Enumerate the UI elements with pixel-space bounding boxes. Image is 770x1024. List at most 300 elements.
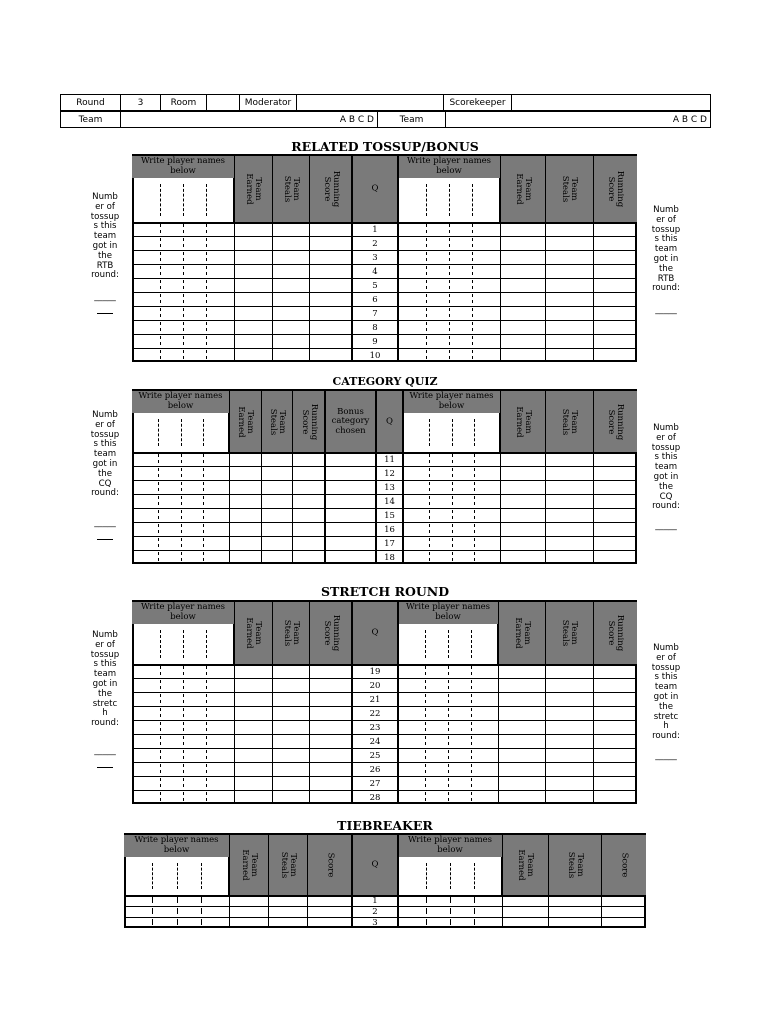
score-entry-cell[interactable] bbox=[235, 777, 271, 789]
score-entry-cell[interactable] bbox=[310, 791, 351, 803]
score-entry-cell[interactable] bbox=[269, 918, 306, 927]
score-entry-cell[interactable] bbox=[404, 481, 499, 493]
score-entry-cell[interactable] bbox=[230, 896, 267, 905]
score-entry-cell[interactable] bbox=[293, 467, 324, 479]
score-entry-cell[interactable] bbox=[501, 349, 544, 361]
score-entry-cell[interactable] bbox=[310, 665, 351, 677]
score-entry-cell[interactable] bbox=[133, 735, 233, 747]
score-entry-cell[interactable] bbox=[549, 918, 600, 927]
score-entry-cell[interactable] bbox=[499, 763, 544, 775]
score-entry-cell[interactable] bbox=[133, 223, 233, 235]
score-entry-cell[interactable] bbox=[310, 321, 351, 333]
score-entry-cell[interactable] bbox=[399, 749, 497, 761]
score-entry-cell[interactable] bbox=[399, 918, 501, 927]
score-entry-cell[interactable] bbox=[310, 265, 351, 277]
write-names-header bbox=[403, 391, 500, 413]
score-entry-cell[interactable] bbox=[262, 509, 291, 521]
score-entry-cell[interactable] bbox=[230, 537, 260, 549]
score-entry-cell[interactable] bbox=[399, 293, 499, 305]
score-entry-cell[interactable] bbox=[501, 307, 544, 319]
score-entry-cell[interactable] bbox=[133, 693, 233, 705]
score-entry-cell[interactable] bbox=[546, 679, 592, 691]
score-entry-cell[interactable] bbox=[273, 349, 308, 361]
score-entry-cell[interactable] bbox=[273, 777, 308, 789]
score-entry-cell[interactable] bbox=[133, 721, 233, 733]
score-entry-cell[interactable] bbox=[273, 791, 308, 803]
score-entry-cell[interactable] bbox=[546, 523, 592, 535]
score-entry-cell[interactable] bbox=[235, 251, 271, 263]
score-entry-cell[interactable] bbox=[549, 896, 600, 905]
score-entry-cell[interactable] bbox=[133, 495, 228, 507]
score-entry-cell[interactable] bbox=[133, 537, 228, 549]
score-entry-cell[interactable] bbox=[235, 665, 271, 677]
score-entry-cell[interactable] bbox=[501, 335, 544, 347]
score-entry-cell[interactable] bbox=[546, 707, 592, 719]
score-entry-cell[interactable] bbox=[602, 907, 645, 916]
player-names-field[interactable] bbox=[398, 857, 502, 895]
score-entry-cell[interactable] bbox=[546, 495, 592, 507]
score-entry-cell[interactable] bbox=[269, 907, 306, 916]
score-entry-cell[interactable] bbox=[594, 321, 636, 333]
score-entry-cell[interactable] bbox=[293, 523, 324, 535]
score-entry-cell[interactable] bbox=[273, 735, 308, 747]
blank-line-2[interactable] bbox=[97, 531, 113, 540]
blank-line[interactable]: _____ bbox=[94, 518, 116, 529]
score-entry-cell[interactable] bbox=[269, 896, 306, 905]
score-entry-cell[interactable] bbox=[404, 551, 499, 563]
score-entry-cell[interactable] bbox=[501, 251, 544, 263]
score-entry-cell[interactable] bbox=[546, 763, 592, 775]
score-entry-cell[interactable] bbox=[503, 907, 547, 916]
question-number: 19 bbox=[369, 667, 381, 677]
scorekeeper-field[interactable] bbox=[512, 95, 711, 111]
score-entry-cell[interactable] bbox=[501, 509, 544, 521]
side-note-text: Numb er of tossup s this team got in the stretc h round: bbox=[90, 630, 120, 729]
score-entry-cell[interactable] bbox=[546, 453, 592, 465]
score-entry-cell[interactable] bbox=[262, 537, 291, 549]
round-label: Round bbox=[61, 95, 121, 111]
score-entry-cell[interactable] bbox=[230, 907, 267, 916]
score-entry-cell[interactable] bbox=[594, 509, 636, 521]
score-entry-cell[interactable] bbox=[133, 749, 233, 761]
score-entry-cell[interactable] bbox=[308, 907, 351, 916]
team-steals-cell bbox=[261, 391, 292, 452]
score-entry-cell[interactable] bbox=[235, 321, 271, 333]
score-entry-cell[interactable] bbox=[501, 223, 544, 235]
score-entry-cell[interactable] bbox=[235, 749, 271, 761]
running-score-cell bbox=[309, 156, 352, 222]
score-entry-cell[interactable] bbox=[273, 293, 308, 305]
score-entry-cell[interactable] bbox=[404, 495, 499, 507]
score-entry-cell[interactable] bbox=[546, 537, 592, 549]
score-entry-cell[interactable] bbox=[293, 495, 324, 507]
score-entry-cell[interactable] bbox=[235, 223, 271, 235]
score-entry-cell[interactable] bbox=[262, 467, 291, 479]
score-entry-cell[interactable] bbox=[594, 481, 636, 493]
score-entry-cell[interactable] bbox=[594, 349, 636, 361]
score-entry-cell[interactable] bbox=[594, 237, 636, 249]
blank-line[interactable]: _____ bbox=[655, 521, 677, 532]
score-entry-cell[interactable] bbox=[235, 307, 271, 319]
score-entry-cell[interactable] bbox=[399, 665, 497, 677]
score-entry-cell[interactable] bbox=[326, 481, 375, 493]
score-entry-cell[interactable] bbox=[501, 481, 544, 493]
score-entry-cell[interactable] bbox=[125, 918, 228, 927]
score-entry-cell[interactable] bbox=[399, 721, 497, 733]
score-entry-cell[interactable] bbox=[546, 251, 592, 263]
score-entry-cell[interactable] bbox=[133, 293, 233, 305]
score-entry-cell[interactable] bbox=[310, 293, 351, 305]
score-entry-cell[interactable] bbox=[546, 265, 592, 277]
score-entry-cell[interactable] bbox=[499, 707, 544, 719]
score-entry-cell[interactable] bbox=[133, 509, 228, 521]
team-field-left[interactable] bbox=[121, 112, 378, 128]
moderator-field[interactable] bbox=[297, 95, 444, 111]
score-entry-cell[interactable] bbox=[293, 537, 324, 549]
score-entry-cell[interactable] bbox=[235, 679, 271, 691]
score-entry-cell[interactable] bbox=[546, 735, 592, 747]
score-entry-cell[interactable] bbox=[125, 907, 228, 916]
side-note-text: Numb er of tossup s this team got in the CQ round: bbox=[90, 410, 120, 499]
score-entry-cell[interactable] bbox=[133, 279, 233, 291]
score-entry-cell[interactable] bbox=[133, 349, 233, 361]
score-entry-cell[interactable] bbox=[546, 279, 592, 291]
score-entry-cell[interactable] bbox=[546, 665, 592, 677]
score-entry-cell[interactable] bbox=[326, 523, 375, 535]
score-entry-cell[interactable] bbox=[594, 791, 636, 803]
score-entry-cell[interactable] bbox=[326, 537, 375, 549]
score-entry-cell[interactable] bbox=[594, 335, 636, 347]
score-entry-cell[interactable] bbox=[399, 763, 497, 775]
score-entry-cell[interactable] bbox=[273, 693, 308, 705]
score-entry-cell[interactable] bbox=[546, 777, 592, 789]
score-entry-cell[interactable] bbox=[262, 551, 291, 563]
grid-rtb bbox=[132, 154, 637, 362]
blank-line[interactable]: _____ bbox=[655, 750, 677, 761]
score-entry-cell[interactable] bbox=[546, 321, 592, 333]
score-entry-cell[interactable] bbox=[133, 467, 228, 479]
name-divider bbox=[429, 419, 430, 446]
score-entry-cell[interactable] bbox=[133, 665, 233, 677]
score-entry-cell[interactable] bbox=[594, 453, 636, 465]
score-entry-cell[interactable] bbox=[133, 679, 233, 691]
score-entry-cell[interactable] bbox=[399, 279, 499, 291]
score-entry-cell[interactable] bbox=[133, 791, 233, 803]
score-entry-cell[interactable] bbox=[594, 307, 636, 319]
score-entry-cell[interactable] bbox=[235, 237, 271, 249]
score-entry-cell[interactable] bbox=[273, 721, 308, 733]
score-entry-cell[interactable] bbox=[499, 665, 544, 677]
score-entry-cell[interactable] bbox=[133, 551, 228, 563]
score-entry-cell[interactable] bbox=[499, 777, 544, 789]
score-entry-cell[interactable] bbox=[262, 523, 291, 535]
score-entry-cell[interactable] bbox=[501, 537, 544, 549]
write-names-header bbox=[124, 835, 229, 857]
score-entry-cell[interactable] bbox=[310, 679, 351, 691]
score-entry-cell[interactable] bbox=[546, 335, 592, 347]
score-entry-cell[interactable] bbox=[273, 265, 308, 277]
score-entry-cell[interactable] bbox=[501, 321, 544, 333]
score-entry-cell[interactable] bbox=[310, 707, 351, 719]
score-entry-cell[interactable] bbox=[235, 293, 271, 305]
score-entry-cell[interactable] bbox=[230, 523, 260, 535]
score-entry-cell[interactable] bbox=[273, 665, 308, 677]
score-entry-cell[interactable] bbox=[546, 693, 592, 705]
score-entry-cell[interactable] bbox=[310, 735, 351, 747]
score-entry-cell[interactable] bbox=[501, 453, 544, 465]
score-entry-cell[interactable] bbox=[273, 251, 308, 263]
score-entry-cell[interactable] bbox=[310, 307, 351, 319]
score-entry-cell[interactable] bbox=[273, 335, 308, 347]
score-entry-cell[interactable] bbox=[501, 265, 544, 277]
score-entry-cell[interactable] bbox=[308, 918, 351, 927]
score-entry-cell[interactable] bbox=[501, 237, 544, 249]
score-entry-cell[interactable] bbox=[326, 495, 375, 507]
team-field-right[interactable] bbox=[446, 112, 711, 128]
score-entry-cell[interactable] bbox=[594, 467, 636, 479]
score-entry-cell[interactable] bbox=[273, 223, 308, 235]
blank-line-2[interactable] bbox=[97, 759, 113, 768]
score-entry-cell[interactable] bbox=[546, 749, 592, 761]
score-entry-cell[interactable] bbox=[594, 523, 636, 535]
score-entry-cell[interactable] bbox=[594, 721, 636, 733]
score-entry-cell[interactable] bbox=[594, 763, 636, 775]
score-entry-cell[interactable] bbox=[235, 335, 271, 347]
side-note-rtb-right bbox=[649, 206, 683, 316]
score-entry-cell[interactable] bbox=[399, 335, 499, 347]
score-entry-cell[interactable] bbox=[594, 223, 636, 235]
score-entry-cell[interactable] bbox=[546, 293, 592, 305]
score-entry-cell[interactable] bbox=[326, 551, 375, 563]
score-entry-cell[interactable] bbox=[133, 453, 228, 465]
score-entry-cell[interactable] bbox=[235, 279, 271, 291]
moderator-label: Moderator bbox=[240, 95, 297, 111]
score-entry-cell[interactable] bbox=[499, 791, 544, 803]
score-entry-cell[interactable] bbox=[273, 679, 308, 691]
score-entry-cell[interactable] bbox=[133, 307, 233, 319]
score-entry-cell[interactable] bbox=[404, 523, 499, 535]
score-entry-cell[interactable] bbox=[399, 321, 499, 333]
score-entry-cell[interactable] bbox=[133, 237, 233, 249]
score-entry-cell[interactable] bbox=[594, 707, 636, 719]
score-entry-cell[interactable] bbox=[262, 495, 291, 507]
score-entry-cell[interactable] bbox=[310, 349, 351, 361]
name-divider bbox=[449, 184, 450, 216]
blank-line-2[interactable] bbox=[97, 305, 113, 314]
score-entry-cell[interactable] bbox=[594, 265, 636, 277]
score-entry-cell[interactable] bbox=[273, 279, 308, 291]
score-entry-cell[interactable] bbox=[273, 749, 308, 761]
name-divider bbox=[160, 630, 161, 658]
score-entry-cell[interactable] bbox=[594, 537, 636, 549]
score-entry-cell[interactable] bbox=[399, 896, 501, 905]
side-note-text: Numb er of tossup s this team got in the CQ round: bbox=[651, 423, 681, 512]
score-entry-cell[interactable] bbox=[235, 349, 271, 361]
score-entry-cell[interactable] bbox=[310, 721, 351, 733]
score-entry-cell[interactable] bbox=[133, 763, 233, 775]
score-entry-cell[interactable] bbox=[404, 509, 499, 521]
score-entry-cell[interactable] bbox=[293, 551, 324, 563]
score-entry-cell[interactable] bbox=[273, 707, 308, 719]
score-entry-cell[interactable] bbox=[501, 523, 544, 535]
score-entry-cell[interactable] bbox=[594, 693, 636, 705]
score-entry-cell[interactable] bbox=[404, 467, 499, 479]
score-entry-cell[interactable] bbox=[399, 307, 499, 319]
score-entry-cell[interactable] bbox=[399, 237, 499, 249]
write-names-header bbox=[132, 602, 234, 624]
score-entry-cell[interactable] bbox=[293, 509, 324, 521]
score-entry-cell[interactable] bbox=[399, 679, 497, 691]
side-note-stretch-left bbox=[88, 631, 122, 768]
room-field[interactable] bbox=[207, 95, 240, 111]
score-entry-cell[interactable] bbox=[546, 349, 592, 361]
running-score-cell bbox=[593, 156, 637, 222]
score-entry-cell[interactable] bbox=[310, 251, 351, 263]
score-entry-cell[interactable] bbox=[230, 481, 260, 493]
score-entry-cell[interactable] bbox=[273, 237, 308, 249]
score-entry-cell[interactable] bbox=[310, 763, 351, 775]
score-entry-cell[interactable] bbox=[326, 509, 375, 521]
score-entry-cell[interactable] bbox=[594, 777, 636, 789]
side-note-text: Numb er of tossup s this team got in the RTB round: bbox=[90, 192, 120, 281]
score-entry-cell[interactable] bbox=[594, 495, 636, 507]
team-steals-cell bbox=[548, 835, 601, 895]
score-entry-cell[interactable] bbox=[310, 223, 351, 235]
score-entry-cell[interactable] bbox=[549, 907, 600, 916]
score-entry-cell[interactable] bbox=[399, 791, 497, 803]
score-entry-cell[interactable] bbox=[503, 918, 547, 927]
score-entry-cell[interactable] bbox=[546, 481, 592, 493]
score-entry-cell[interactable] bbox=[399, 349, 499, 361]
score-entry-cell[interactable] bbox=[594, 749, 636, 761]
score-entry-cell[interactable] bbox=[404, 537, 499, 549]
score-entry-cell[interactable] bbox=[262, 453, 291, 465]
player-names-field[interactable] bbox=[398, 624, 498, 664]
score-entry-cell[interactable] bbox=[133, 335, 233, 347]
score-entry-cell[interactable] bbox=[293, 453, 324, 465]
score-entry-cell[interactable] bbox=[501, 551, 544, 563]
score-entry-cell[interactable] bbox=[133, 321, 233, 333]
score-entry-cell[interactable] bbox=[125, 896, 228, 905]
score-entry-cell[interactable] bbox=[399, 707, 497, 719]
score-entry-cell[interactable] bbox=[399, 907, 501, 916]
score-entry-cell[interactable] bbox=[594, 679, 636, 691]
score-entry-cell[interactable] bbox=[310, 749, 351, 761]
player-names-field[interactable] bbox=[132, 624, 234, 664]
title-stretch: STRETCH ROUND bbox=[320, 584, 450, 599]
grid-tiebreaker bbox=[124, 833, 646, 928]
score-entry-cell[interactable] bbox=[230, 551, 260, 563]
score-entry-cell[interactable] bbox=[326, 467, 375, 479]
score-entry-cell[interactable] bbox=[133, 707, 233, 719]
score-entry-cell[interactable] bbox=[273, 307, 308, 319]
score-entry-cell[interactable] bbox=[399, 265, 499, 277]
score-entry-cell[interactable] bbox=[404, 453, 499, 465]
score-entry-cell[interactable] bbox=[399, 251, 499, 263]
score-entry-cell[interactable] bbox=[602, 896, 645, 905]
blank-line[interactable]: _____ bbox=[94, 292, 116, 303]
score-entry-cell[interactable] bbox=[546, 551, 592, 563]
player-names-field[interactable] bbox=[403, 413, 500, 452]
score-entry-cell[interactable] bbox=[235, 735, 271, 747]
score-entry-cell[interactable] bbox=[594, 551, 636, 563]
score-entry-cell[interactable] bbox=[501, 279, 544, 291]
score-entry-cell[interactable] bbox=[503, 896, 547, 905]
score-entry-cell[interactable] bbox=[399, 693, 497, 705]
score-entry-cell[interactable] bbox=[310, 237, 351, 249]
score-entry-cell[interactable] bbox=[235, 791, 271, 803]
score-entry-cell[interactable] bbox=[594, 279, 636, 291]
score-entry-cell[interactable] bbox=[499, 693, 544, 705]
score-entry-cell[interactable] bbox=[546, 307, 592, 319]
score-entry-cell[interactable] bbox=[594, 293, 636, 305]
blank-line[interactable]: _____ bbox=[94, 745, 116, 756]
score-entry-cell[interactable] bbox=[399, 777, 497, 789]
score-entry-cell[interactable] bbox=[499, 721, 544, 733]
score-entry-cell[interactable] bbox=[310, 335, 351, 347]
score-entry-cell[interactable] bbox=[594, 665, 636, 677]
score-entry-cell[interactable] bbox=[501, 495, 544, 507]
score-entry-cell[interactable] bbox=[546, 509, 592, 521]
score-entry-cell[interactable] bbox=[230, 918, 267, 927]
score-entry-cell[interactable] bbox=[308, 896, 351, 905]
score-entry-cell[interactable] bbox=[501, 467, 544, 479]
score-entry-cell[interactable] bbox=[133, 481, 228, 493]
score-entry-cell[interactable] bbox=[546, 791, 592, 803]
player-names-field[interactable] bbox=[398, 178, 500, 222]
player-names-field[interactable] bbox=[132, 178, 234, 222]
score-entry-cell[interactable] bbox=[310, 777, 351, 789]
score-entry-cell[interactable] bbox=[235, 721, 271, 733]
score-entry-cell[interactable] bbox=[499, 749, 544, 761]
score-entry-cell[interactable] bbox=[399, 223, 499, 235]
score-entry-cell[interactable] bbox=[235, 763, 271, 775]
score-entry-cell[interactable] bbox=[310, 693, 351, 705]
score-entry-cell[interactable] bbox=[230, 467, 260, 479]
score-entry-cell[interactable] bbox=[133, 523, 228, 535]
score-entry-cell[interactable] bbox=[546, 237, 592, 249]
player-names-field[interactable] bbox=[124, 857, 229, 895]
score-entry-cell[interactable] bbox=[602, 918, 645, 927]
score-entry-cell[interactable] bbox=[133, 251, 233, 263]
score-entry-cell[interactable] bbox=[273, 763, 308, 775]
score-entry-cell[interactable] bbox=[501, 293, 544, 305]
score-entry-cell[interactable] bbox=[399, 735, 497, 747]
score-entry-cell[interactable] bbox=[499, 735, 544, 747]
score-entry-cell[interactable] bbox=[235, 693, 271, 705]
score-entry-cell[interactable] bbox=[230, 509, 260, 521]
player-names-field[interactable] bbox=[132, 413, 229, 452]
score-entry-cell[interactable] bbox=[546, 467, 592, 479]
score-entry-cell[interactable] bbox=[546, 223, 592, 235]
score-entry-cell[interactable] bbox=[235, 707, 271, 719]
score-entry-cell[interactable] bbox=[133, 265, 233, 277]
score-entry-cell[interactable] bbox=[594, 735, 636, 747]
score-entry-cell[interactable] bbox=[499, 679, 544, 691]
score-entry-cell[interactable] bbox=[310, 279, 351, 291]
blank-line[interactable]: _____ bbox=[655, 305, 677, 316]
score-entry-cell[interactable] bbox=[133, 777, 233, 789]
score-entry-cell[interactable] bbox=[273, 321, 308, 333]
score-entry-cell[interactable] bbox=[230, 495, 260, 507]
score-entry-cell[interactable] bbox=[594, 251, 636, 263]
score-entry-cell[interactable] bbox=[293, 481, 324, 493]
score-entry-cell[interactable] bbox=[230, 453, 260, 465]
score-entry-cell[interactable] bbox=[546, 721, 592, 733]
score-entry-cell[interactable] bbox=[326, 453, 375, 465]
score-entry-cell[interactable] bbox=[235, 265, 271, 277]
score-entry-cell[interactable] bbox=[262, 481, 291, 493]
